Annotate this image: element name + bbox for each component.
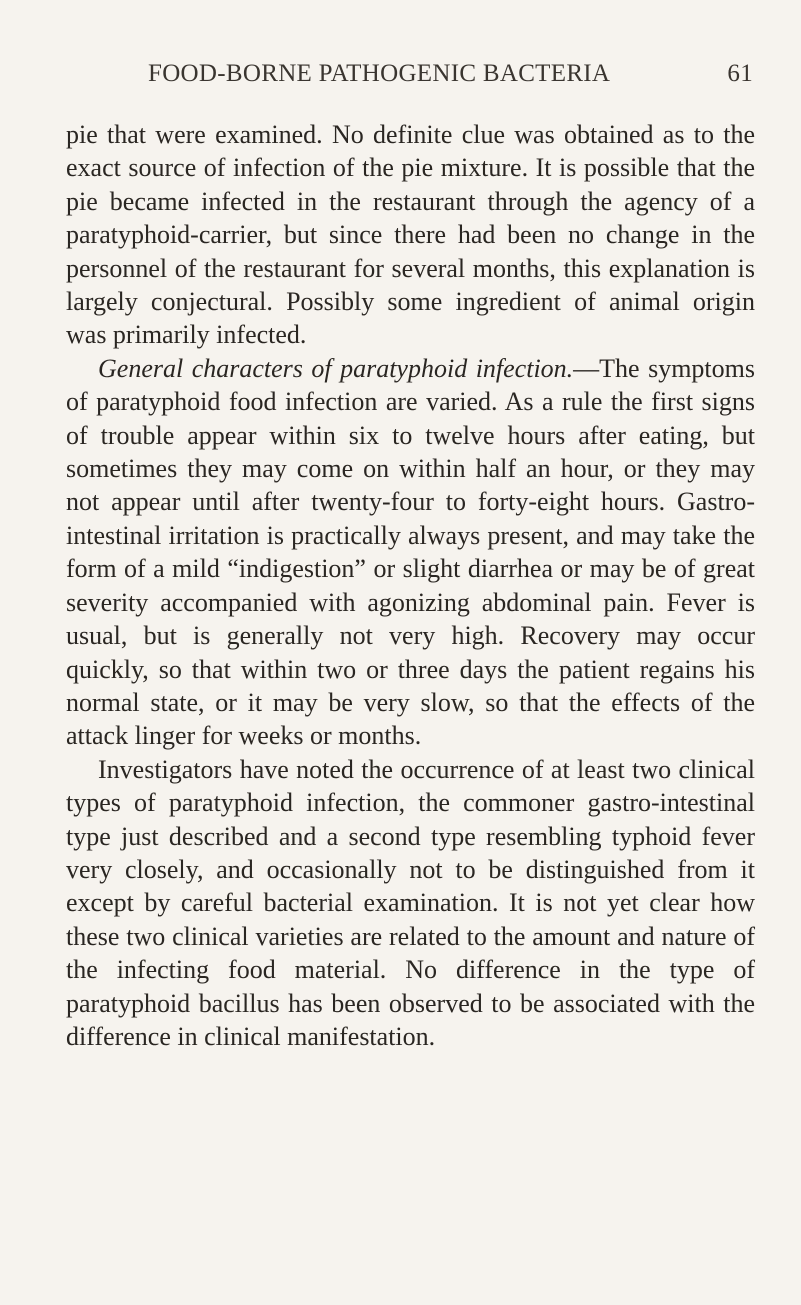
paragraph-2 xyxy=(66,352,755,753)
paragraph-2-text: —The symptoms of paratyphoid food infection are varied. As a rule the first signs of trouble appear within six to twelve hours after eating, but sometimes they may come on within half an hour, or they may not appear until after twenty-four to forty-eight hours. Gastro-intestinal irritation is practically always present, and may take the form of a mild “indigestion” or slight diarrhea or may be of great severity accompanied with agonizing abdominal pain. Fever is usual, but is generally not very high. Recovery may occur quickly, so that within two or three days the patient regains his normal state, or it may be very slow, so that the effects of the attack linger for weeks or months. xyxy=(66,353,755,751)
page-number: 61 xyxy=(727,60,753,87)
paragraph-1-text: pie that were examined. No definite clue was obtained as to the exact source of infection of the pie mixture. It is possible that the pie became infected in the restaurant through the agency of a paratyphoid-carrier, but since there had been no change in the personnel of the restaurant for several months, this explanation is largely conjectural. Possibly some ingredient of animal origin was primarily infected. xyxy=(66,120,755,350)
paragraph-1 xyxy=(66,118,755,352)
page-header xyxy=(66,60,755,100)
paragraph-3 xyxy=(66,753,755,1054)
paragraph-3-text: Investigators have noted the occurrence of at least two clinical types of paratyphoid infection, the commoner gastro-intestinal type just described and a second type resembling typhoid fever very closely, and occasionally not to be distinguished from it except by careful bacterial examination. It is not yet clear how these two clinical varieties are related to the amount and nature of the infecting food material. No difference in the type of paratyphoid bacillus has been observed to be associated with the difference in clinical manifestation. xyxy=(66,754,755,1051)
running-head: FOOD-BORNE PATHOGENIC BACTERIA xyxy=(148,60,611,87)
section-heading: General characters of paratyphoid infection. xyxy=(98,353,574,383)
body-text xyxy=(66,118,755,1053)
